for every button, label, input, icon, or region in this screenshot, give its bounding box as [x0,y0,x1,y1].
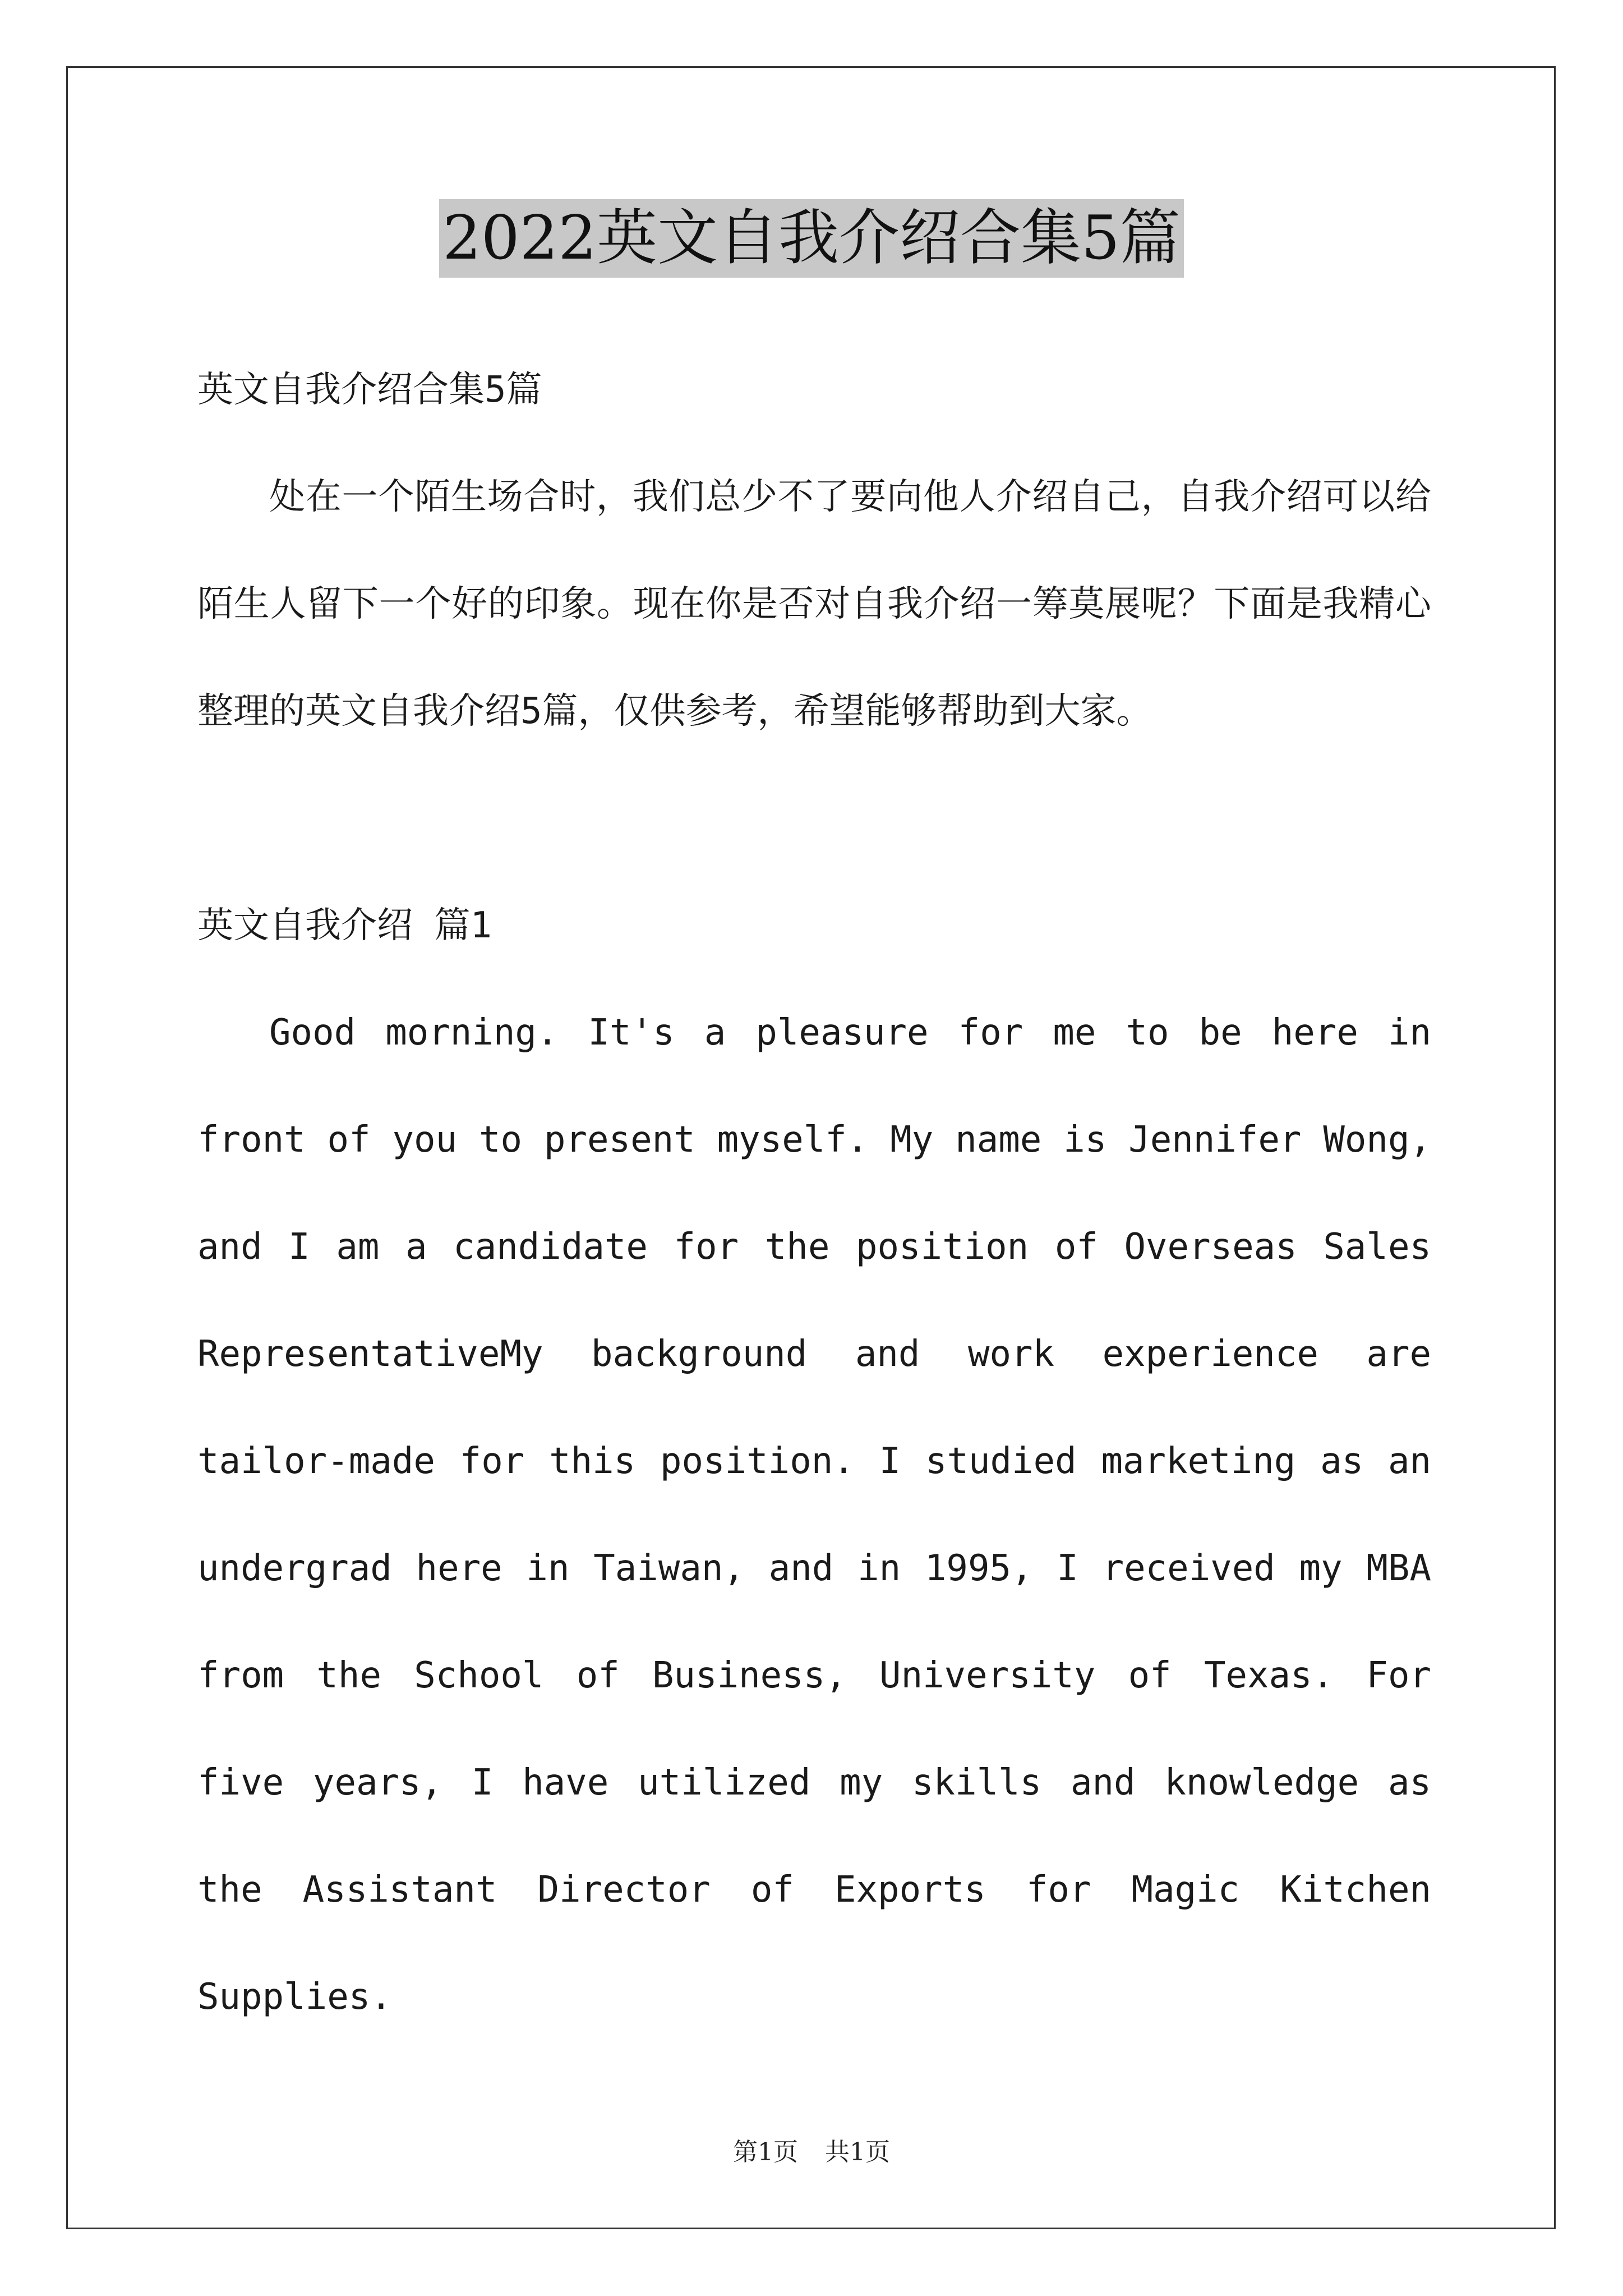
page-number: 第1页 [733,2138,798,2166]
page-total: 共1页 [825,2138,890,2166]
document-subtitle: 英文自我介绍合集5篇 [197,369,542,411]
document-title: 2022英文自我介绍合集5篇 [439,199,1184,278]
page-footer [0,2132,1623,2168]
title-container [0,199,1623,278]
document-body [197,337,1431,2051]
intro-paragraph: 处在一个陌生场合时，我们总少不了要向他人介绍自己，自我介绍可以给陌生人留下一个好的印象。现在你是否对自我介绍一筹莫展呢？下面是我精心整理的英文自我介绍5篇，仅供参考，希望能够帮助到大家。 [197,476,1431,732]
paragraph-spacer [197,765,1431,872]
section-body-1: Good morning. It's a pleasure for me to be here in front of you to present myself. My name is Jennifer Wong, and I am a candidate for the position of Overseas Sales RepresentativeMy background and work experience are tailor-made for this position. I studied marketing as an undergrad here in Taiwan, and in 1995, I received my MBA from the School of Business, University of Texas. For five years, I have utilized my skills and knowledge as the Assistant Director of Exports for Magic Kitchen Supplies. [197,1012,1431,2018]
section-heading-1: 英文自我介绍 篇1 [197,905,492,946]
